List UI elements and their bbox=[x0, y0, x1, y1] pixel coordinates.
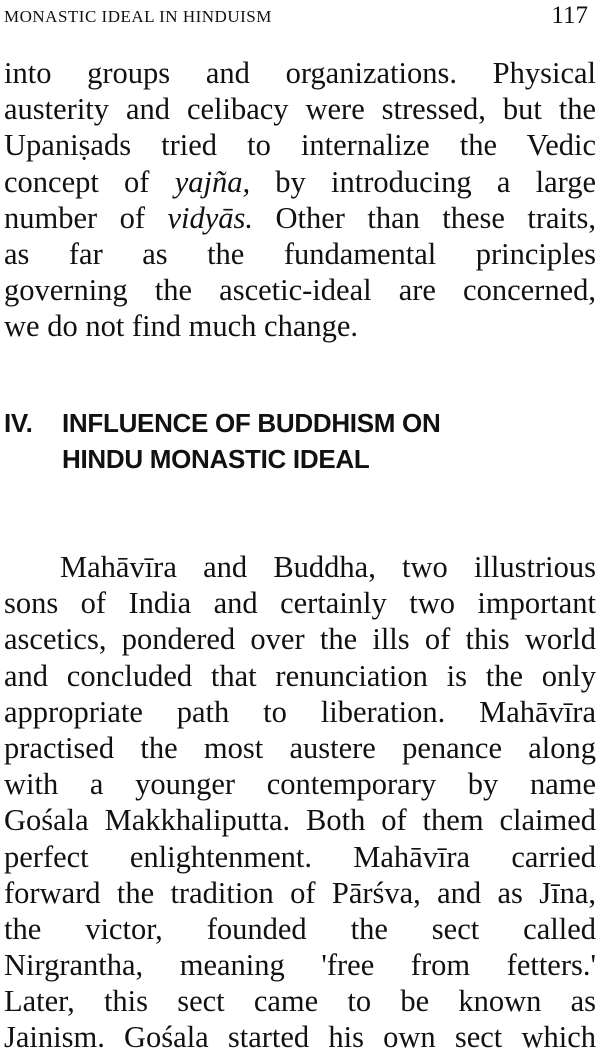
text-line: ascetics, pondered over the ills of this world bbox=[4, 622, 596, 657]
section-number: IV. bbox=[4, 408, 33, 438]
italic-term: vidyās. bbox=[167, 200, 254, 235]
text-line: Later, this sect came to be known as bbox=[4, 984, 596, 1019]
text-line: the victor, founded the sect called bbox=[4, 911, 596, 946]
italic-term: yajña, bbox=[174, 164, 251, 199]
section-heading bbox=[4, 405, 596, 477]
text-line: Gośala Makkhaliputta. Both of them claimed bbox=[4, 803, 596, 838]
text-line bbox=[4, 200, 596, 236]
text-run: number of bbox=[4, 200, 168, 235]
text-line: sons of India and certainly two important bbox=[4, 586, 596, 621]
text-line: appropriate path to liberation. Mahāvīra bbox=[4, 694, 596, 729]
text-line: Nirgrantha, meaning 'free from fetters.' bbox=[4, 948, 596, 983]
text-line bbox=[4, 164, 596, 200]
heading-line: HINDU MONASTIC IDEAL bbox=[62, 444, 370, 474]
heading-line bbox=[4, 405, 596, 441]
text-run: Other than these traits, bbox=[253, 200, 597, 235]
heading-text: INFLUENCE OF BUDDHISM ON bbox=[62, 408, 441, 438]
text-line: austerity and celibacy were stressed, but the bbox=[4, 92, 596, 127]
text-line: forward the tradition of Pārśva, and as Jīna, bbox=[4, 875, 596, 910]
page-number: 117 bbox=[551, 2, 588, 29]
text-line: Jainism. Gośala started his own sect which bbox=[4, 1020, 596, 1055]
text-line: and concluded that renunciation is the only bbox=[4, 658, 596, 693]
running-header: MONASTIC IDEAL IN HINDUISM bbox=[4, 7, 272, 26]
paragraph-1 bbox=[4, 55, 596, 345]
text-line: perfect enlightenment. Mahāvīra carried bbox=[4, 839, 596, 874]
text-run: by introducing a large bbox=[250, 164, 597, 199]
text-line: Mahāvīra and Buddha, two illustrious bbox=[60, 550, 596, 584]
text-line: into groups and organizations. Physical bbox=[4, 56, 596, 90]
text-line: we do not find much change. bbox=[4, 309, 359, 344]
text-line: governing the ascetic-ideal are concerned, bbox=[4, 273, 596, 308]
text-line: as far as the fundamental principles bbox=[4, 236, 596, 271]
text-line: Upaniṣads tried to internalize the Vedic bbox=[4, 128, 596, 163]
text-run: concept of bbox=[4, 164, 175, 199]
text-line: practised the most austere penance along bbox=[4, 730, 596, 765]
paragraph-2 bbox=[4, 549, 596, 1056]
text-line: with a younger contemporary by name bbox=[4, 767, 596, 802]
